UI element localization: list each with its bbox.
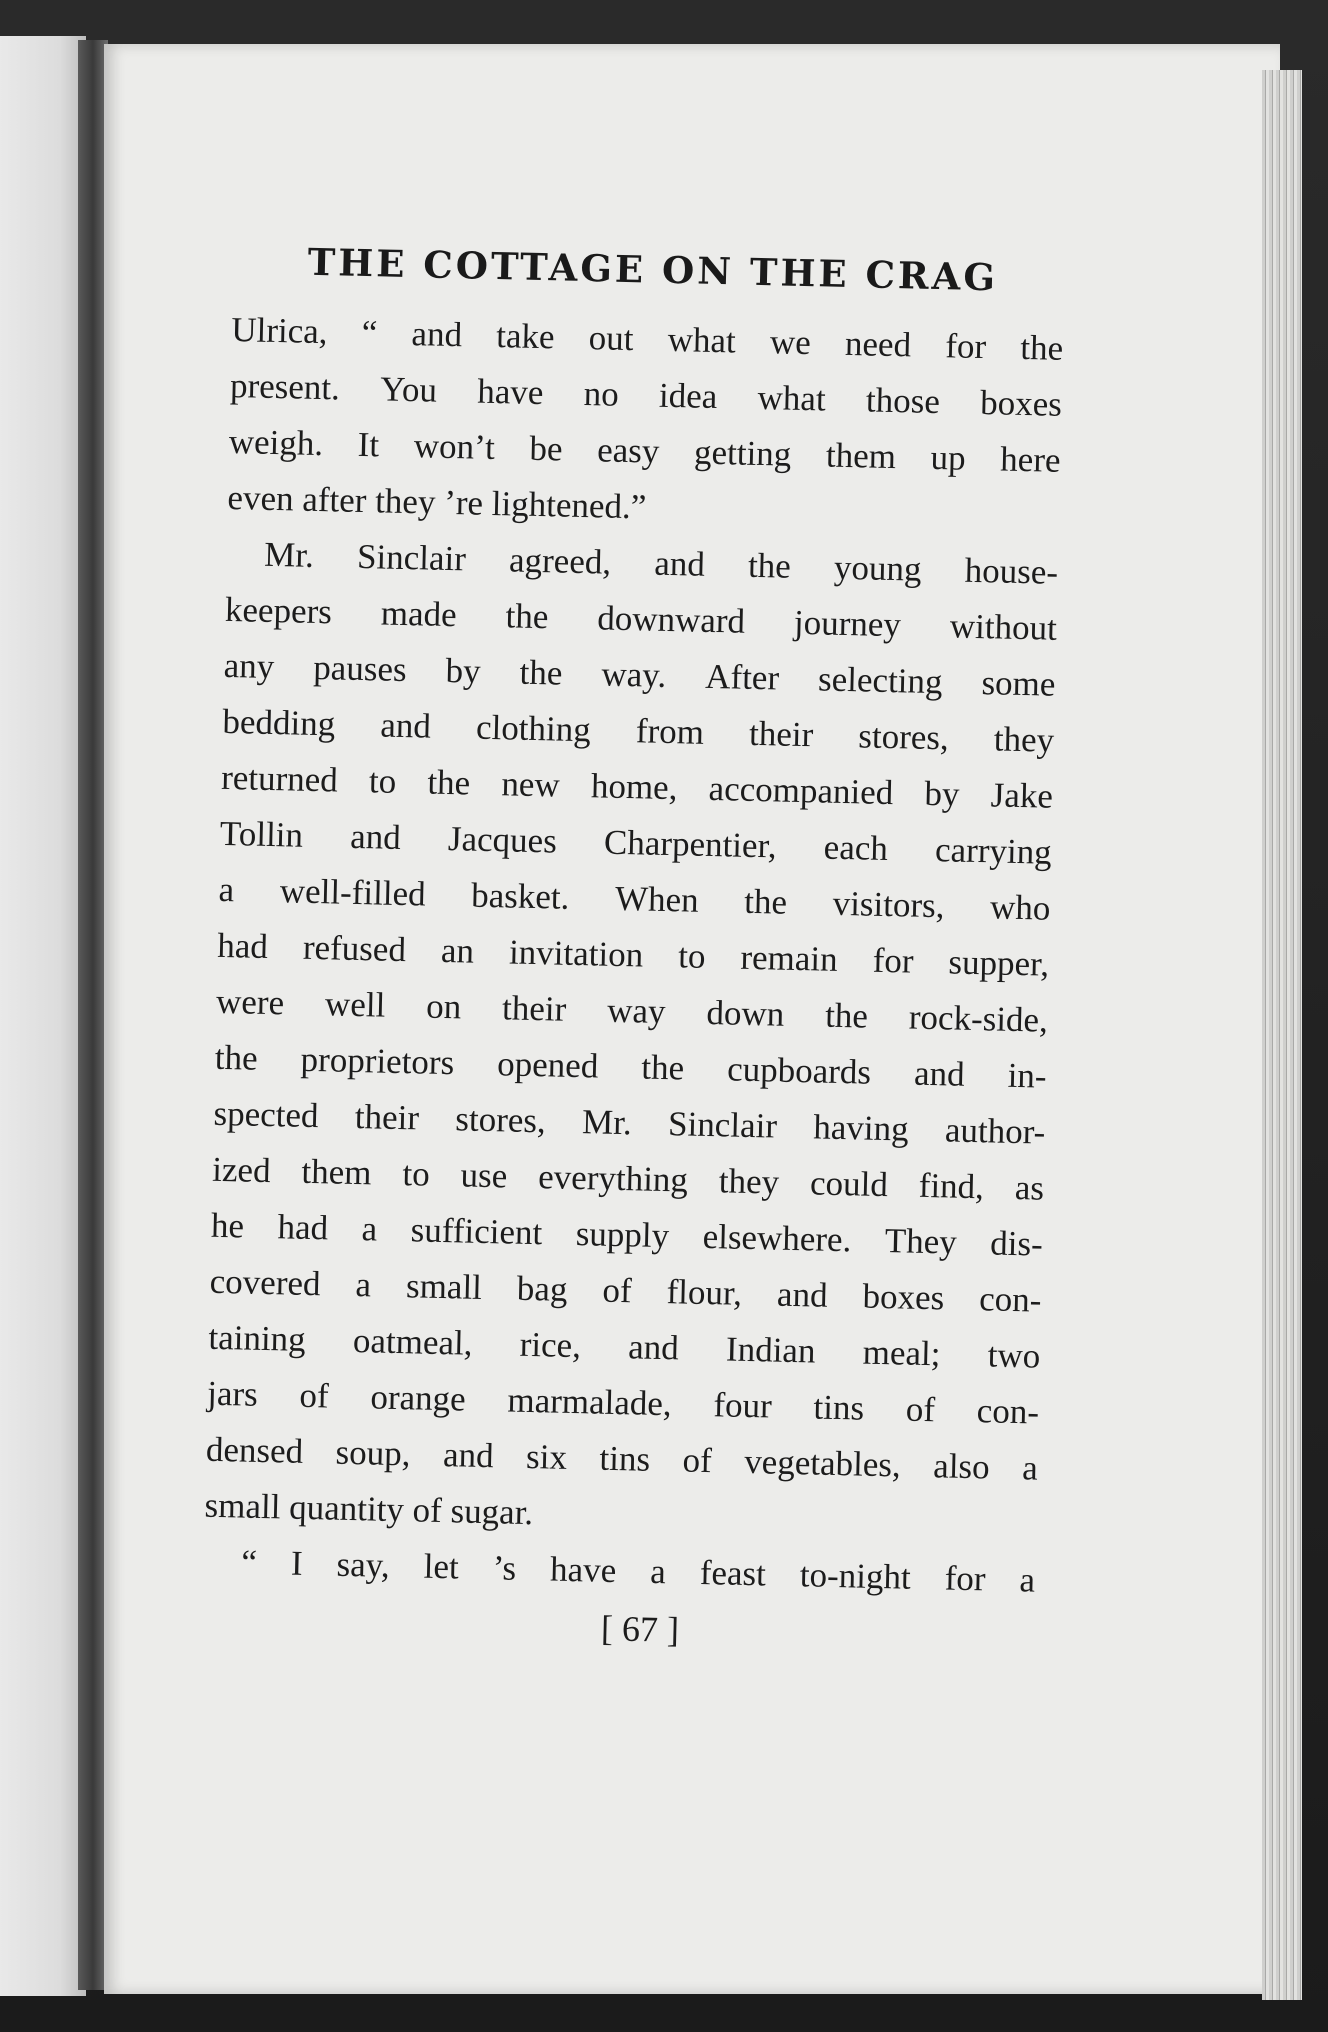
text-line: the proprietors opened the cupboards and in- — [214, 1037, 1048, 1096]
text-line: covered a small bag of flour, and boxes con- — [209, 1261, 1042, 1320]
text-line: any pauses by the way. After selecting some — [223, 645, 1056, 704]
running-head: THE COTTAGE ON THE CRAG — [307, 239, 999, 300]
body-text — [203, 302, 1064, 1609]
page-edges — [1262, 70, 1302, 2000]
page-number: [ 67 ] — [600, 1608, 680, 1650]
text-line: Ulrica, “ and take out what we need for the — [230, 309, 1064, 368]
text-line: keepers made the downward journey without — [224, 589, 1058, 648]
text-line: Tollin and Jacques Charpentier, each carrying — [219, 813, 1053, 872]
text-line: taining oatmeal, rice, and Indian meal; two — [208, 1317, 1041, 1376]
text-line: he had a sufficient supply elsewhere. They dis- — [210, 1205, 1044, 1264]
paragraph-start-line: “ I say, let ’s have a feast to-night for a — [240, 1542, 1036, 1600]
left-page-edge — [0, 36, 86, 1996]
text-line: small quantity of sugar. — [204, 1485, 534, 1533]
text-line: even after they ’re lightened.” — [227, 477, 647, 527]
text-line: spected their stores, Mr. Sinclair having author- — [213, 1093, 1046, 1152]
text-line: were well on their way down the rock-side, — [215, 981, 1049, 1040]
text-line: bedding and clothing from their stores, they — [222, 701, 1055, 760]
paragraph-start-line: Mr. Sinclair agreed, and the young house- — [263, 534, 1059, 592]
text-line: weigh. It won’t be easy getting them up here — [228, 421, 1061, 480]
text-line: present. You have no idea what those boxes — [229, 365, 1063, 424]
text-line: densed soup, and six tins of vegetables, also a — [205, 1429, 1039, 1488]
text-line: jars of orange marmalade, four tins of con- — [206, 1373, 1040, 1432]
text-line: a well-filled basket. When the visitors, who — [218, 869, 1051, 928]
text-line: ized them to use everything they could find, as — [211, 1149, 1045, 1208]
text-line: returned to the new home, accompanied by Jake — [220, 757, 1054, 816]
text-line: had refused an invitation to remain for supper, — [216, 925, 1050, 984]
